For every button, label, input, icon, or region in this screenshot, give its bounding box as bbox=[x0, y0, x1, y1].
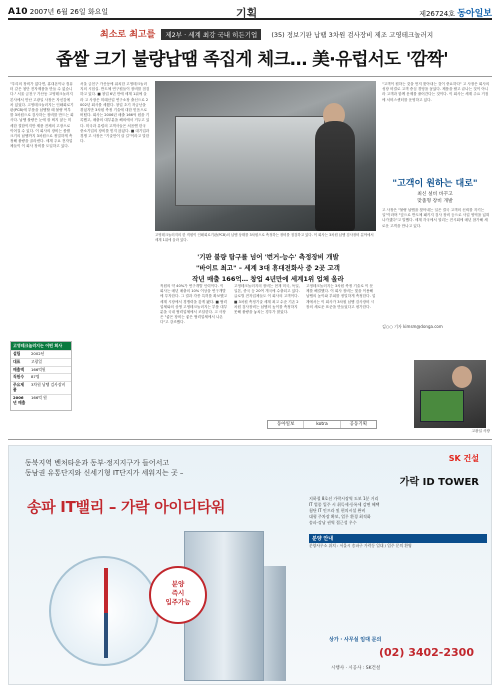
reporter-byline: 김○○ 기자 kimsm@donga.com bbox=[382, 324, 443, 329]
page-number: A10 bbox=[8, 7, 28, 17]
ad-divider bbox=[8, 439, 492, 440]
credit-joint: 공동기획 bbox=[349, 422, 368, 427]
credit-strip bbox=[267, 420, 377, 429]
infobox-row bbox=[11, 358, 71, 366]
ad-title: 송파 IT밸리 – 가락 아이디타워 bbox=[27, 498, 226, 516]
quote-main: "고객이 원하는 대로" bbox=[392, 179, 478, 189]
pull-quote bbox=[380, 176, 490, 205]
feature-list bbox=[309, 496, 487, 526]
infobox-value: 166억 원 bbox=[29, 394, 71, 406]
sub-headline-2: "바이트 최고" – 세계 3대 휴대전화사 중 2곳 고객 bbox=[196, 264, 340, 272]
article-column-4: 고영테크놀러지의 장비는 현재 미국, 독일, 일본, 중국 등 20여 개국에 수출되고 있다. 글로벌 전자업체들도 이 회사의 고객이다. ■ 3차원 측정기술 세계 최고 수준 기존 2차원 검사장비는 납땜의 높이를 측정하지 못해 불량을 놓치는 경우가 많았다. bbox=[234, 284, 300, 315]
ad-tagline bbox=[25, 458, 183, 478]
article-column-5: 고영테크놀러지는 3차원 측정 기술로 이 문제를 해결했다. 이 회사 장비는 빛을 이용해 납땜의 높이와 부피를 정밀하게 측정한다. 업계에서는 이 회사가 3차원 납땜 검사장비 시장의 새로운 표준을 만들었다고 평가한다. bbox=[306, 284, 376, 309]
headline-divider bbox=[8, 76, 492, 77]
page-meta bbox=[8, 7, 108, 17]
article-column-3: 직원의 약 40%가 연구개발 인력이다. 이 회사는 매년 매출의 10% 이상을 연구개발에 투자한다. 그 결과 각종 특허를 확보했고 세계 시장에서 경쟁력을 갖게 됐다. ■ 협력업체와의 상생 고영테크놀러지는 부품 대부분을 국내 협력업체에서 조달한다. 고 사장은 "좋은 장비는 좋은 협력업체에서 나온다"고 강조했다. bbox=[160, 284, 228, 325]
article-column-1: "우리의 장비가 없다면, 휴대폰이나 컴퓨터 같은 첨단 전자제품을 만들 수 없습니다." 서울 금천구 가산동 고영테크놀러지 본사에서 만난 고광일 사장은 자신감에 차 있었다. 고영테크놀러지는 인쇄회로기판(PCB)에 부품을 납땜할 때 불량 여부를 3차원으로 검사하는 장비를 만드는 회사다. 납땜 불량은 눈에 잘 띄지 않는 미세한 결함이지만 제품 전체의 고장으로 이어질 수 있다. 이 회사의 장비는 좁쌀 크기의 납땜까지 3차원으로 정밀하게 측정해 불량을 골라낸다. 세계 주요 전자업체들이 이 회사 장비를 도입하고 있다. bbox=[10, 82, 74, 149]
sub-headline-3: 작년 매출 166억… 창업 4년만에 세계1위 업체 올라 bbox=[192, 275, 344, 283]
sk-logo: SK 건설 bbox=[448, 454, 479, 463]
phone-label: 상가 · 사무실 임대 문의 bbox=[329, 637, 382, 643]
tower-brand: 가락 ID TOWER bbox=[399, 477, 479, 488]
infobox-row bbox=[11, 374, 71, 382]
ceo-face bbox=[452, 366, 472, 388]
feature-item: 첨단 IT 인프라 및 편의시설 완비 bbox=[309, 508, 366, 513]
sub-headline-1: '기판 불량 탐구를 넘어 '번거-능수' 측정장비 개발 bbox=[197, 253, 339, 261]
company-infobox bbox=[10, 341, 72, 411]
article-column-7: "고객이 원하는 것을 먼저 찾아내는 것이 중요하다" 고 사장은 회사의 성장 비결로 고객 중심 경영을 꼽았다. 제품을 팔고 끝나는 것이 아니라 고객과 함께 문제를 풀어간다는 것이다. 이 회사는 세계 주요 거점에 서비스센터를 운영하고 있다. bbox=[382, 82, 490, 102]
phone-number: (02) 3402-2300 bbox=[379, 646, 474, 659]
ad-info-panel bbox=[309, 451, 487, 549]
infobox-title: 고영테크놀러지는 어떤 회사 bbox=[11, 342, 71, 350]
infobox-key: 설립 bbox=[11, 351, 29, 359]
photo-caption: 고영테크놀러지의 한 직원이 인쇄회로기판(PCB)의 납땜 상태를 3차원으로 측정하는 장비를 점검하고 있다. 이 회사는 3차원 납땜 검사장비 분야에서 세계 1위에 올라 있다. bbox=[155, 233, 374, 242]
infobox-value: 166억원 bbox=[29, 366, 71, 374]
ad-tagline-2: 동남권 유통단지와 신세기형 IT단지가 세워지는 곳 – bbox=[25, 469, 184, 477]
badge-line-1: 분양 bbox=[171, 580, 185, 588]
masthead bbox=[419, 6, 492, 19]
series-label: 제2부 · 세계 최강 국내 히든기업 bbox=[161, 29, 261, 40]
infobox-value: 고광일 bbox=[29, 358, 71, 366]
infobox-key: 2006년 매출 bbox=[11, 394, 29, 406]
ceo-photo bbox=[414, 360, 486, 428]
page-header bbox=[8, 4, 492, 20]
issue-date: 2007년 6월 26일 화요일 bbox=[29, 8, 109, 16]
infobox-row bbox=[11, 382, 71, 395]
info-heading: 분양 안내 bbox=[309, 534, 487, 543]
ceo-caption: 고광일 사장 bbox=[471, 429, 490, 433]
credit-donga: 동아일보 bbox=[268, 421, 304, 428]
article-column-7b: 고 사장은 "불량 납땜을 찾아내는 일은 결국 고객의 신뢰를 지키는 일"이라며 "앞으로 반도체 패키지 검사 장비 등으로 사업 영역을 넓혀 나가겠다"고 말했다. 세계 각국에서 열리는 전시회에 매년 참가해 새로운 고객을 만나고 있다. bbox=[382, 208, 490, 228]
quote-sub-2: 맞춤형 장비 개발 bbox=[417, 198, 453, 204]
infobox-value: 87명 bbox=[29, 374, 71, 382]
series-banner bbox=[100, 27, 492, 39]
series-tag: 최소로 최고를 bbox=[100, 30, 156, 40]
factory-photo bbox=[155, 81, 376, 231]
ad-tagline-1: 동북지역 벤처타운과 동부·정지지구가 들어서고 bbox=[25, 459, 170, 467]
section-title: 기획 bbox=[236, 7, 258, 20]
issue-number: 제26724호 bbox=[419, 10, 455, 18]
infobox-row bbox=[11, 366, 71, 374]
ad-logo-row bbox=[309, 451, 487, 467]
inspection-machine bbox=[175, 116, 325, 206]
sub-headline bbox=[160, 252, 376, 283]
credit-kotra: kotra bbox=[304, 421, 340, 428]
newspaper-brand: 동아일보 bbox=[457, 9, 492, 19]
infobox-table bbox=[11, 350, 71, 406]
infobox-key: 주요제품 bbox=[11, 382, 29, 395]
ad-footer: 시행사 · 시공사 : SK건설 bbox=[331, 666, 381, 671]
infobox-key: 대표 bbox=[11, 358, 29, 366]
infobox-key: 매출액 bbox=[11, 366, 29, 374]
main-headline: 좁쌀 크기 불량납땜 족집게 체크… 美·유럽서도 '깜짝' bbox=[55, 50, 449, 70]
feature-item: IT 업종 입주 시 취득세·등록세 감면 혜택 bbox=[309, 502, 380, 507]
infobox-row bbox=[11, 394, 71, 406]
infobox-value: 2002년 bbox=[29, 351, 71, 359]
compass-needle bbox=[104, 568, 108, 658]
article-column-2: 서울 금천구 가산동에 위치한 고영테크놀러지의 시험실. 반도체 연구원들이 장비를 점검하고 있다. ■ 창업 6년 만에 세계 1위에 올라 고 사장은 미래산업 연구소장 출신으로 2002년 회사를 세웠다. 창업 초기 자금난을 겪었지만 3차원 측정 기술에 대한 믿음으로 버텼다. 회사는 2006년 매출 166억 원을 기록했고, 매출의 대부분을 해외에서 거두고 있다. 미국과 유럽의 고객사들은 처음엔 한국 중소기업의 장비를 믿지 않았다. ■ 대기업과 경쟁 고 사장은 "기술만이 살 길"이라고 말한다. bbox=[80, 82, 150, 144]
info-text: 분양사무소 위치 : 서울시 송파구 가락동 일대 / 입주 문의 환영 bbox=[309, 543, 412, 548]
quote-sub-1: 최신 설비 바꾸고 bbox=[417, 192, 453, 197]
infobox-row bbox=[11, 351, 71, 359]
infobox-value: 3차원 납땜 검사장비 bbox=[29, 382, 71, 395]
advertisement bbox=[8, 445, 492, 685]
feature-item: 송파·강남 권역 접근성 우수 bbox=[309, 520, 357, 525]
badge-line-3: 입주가능 bbox=[165, 598, 191, 606]
series-subtitle: (35) 정보기판 납땜 3차원 검사장비 제조 고영테크놀러지 bbox=[271, 31, 434, 39]
circuit-board bbox=[420, 390, 464, 422]
feature-item: 대형 주차장 확보, 업무 환경 최적화 bbox=[309, 514, 371, 519]
infobox-key: 직원수 bbox=[11, 374, 29, 382]
compass-graphic bbox=[49, 556, 159, 666]
tower-wing bbox=[264, 566, 286, 681]
feature-item: 지하철 8호선 가락시장역 도보 1분 거리 bbox=[309, 496, 379, 501]
sale-badge bbox=[149, 566, 207, 624]
badge-line-2: 즉시 bbox=[171, 589, 185, 597]
worker-figure bbox=[315, 121, 355, 231]
